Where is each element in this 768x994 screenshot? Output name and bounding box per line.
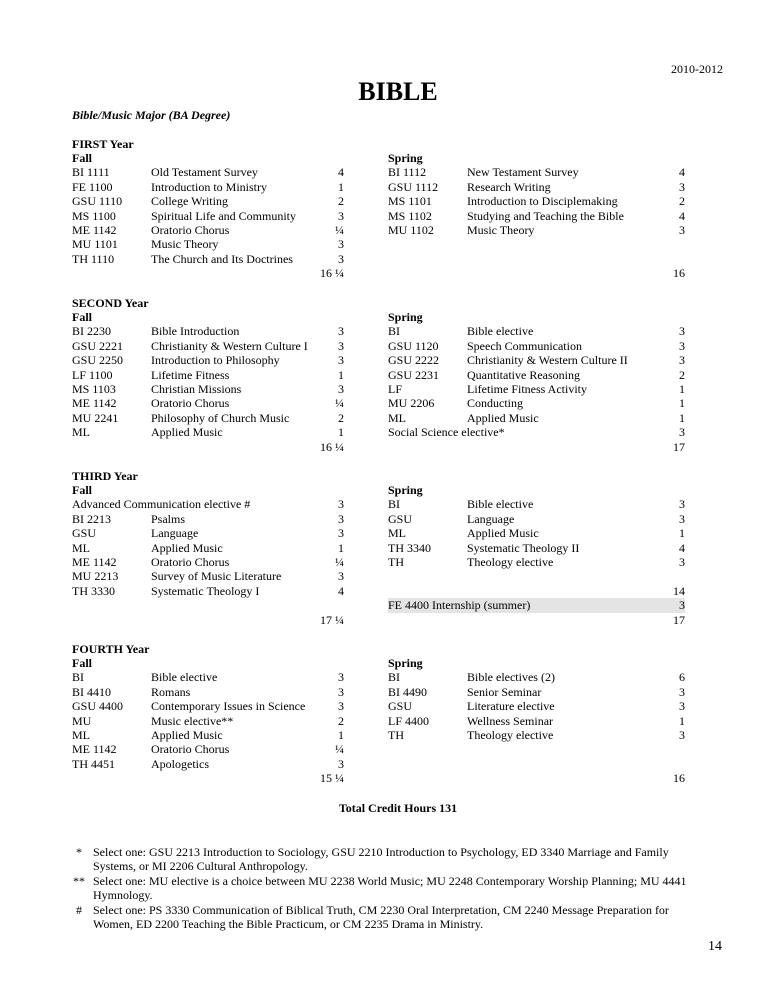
course-row xyxy=(388,541,685,555)
course-code: BI 2230 xyxy=(72,324,111,339)
course-code: BI xyxy=(388,497,400,512)
course-code: BI xyxy=(72,670,84,685)
internship-credits: 3 xyxy=(679,598,685,613)
course-row xyxy=(388,714,685,728)
course-credits: 3 xyxy=(338,526,344,541)
course-row xyxy=(72,382,344,396)
course-code: TH 3340 xyxy=(388,540,431,555)
semester-total: 17 xyxy=(673,612,685,627)
course-name: Language xyxy=(151,526,199,541)
course-name: Introduction to Philosophy xyxy=(151,353,280,368)
course-name: Old Testament Survey xyxy=(151,165,258,180)
footnote xyxy=(70,903,710,932)
course-name: Applied Music xyxy=(467,410,539,425)
internship-row xyxy=(388,598,685,612)
course-credits: 3 xyxy=(679,497,685,512)
course-name: Quantitative Reasoning xyxy=(467,367,580,382)
semester-total-row xyxy=(72,440,344,454)
course-row xyxy=(388,368,685,382)
course-credits: 2 xyxy=(679,194,685,209)
course-row xyxy=(388,165,685,179)
course-credits: 3 xyxy=(679,511,685,526)
course-credits: 1 xyxy=(679,396,685,411)
fall-semester xyxy=(72,483,344,627)
course-name: Social Science elective* xyxy=(388,425,505,440)
semester-total: 16 xyxy=(673,266,685,281)
course-credits: 3 xyxy=(679,353,685,368)
course-name: Conducting xyxy=(467,396,523,411)
semester-label: Spring xyxy=(388,656,423,670)
course-name: Bible elective xyxy=(467,497,534,512)
course-code: MU 1102 xyxy=(388,222,434,237)
course-name: Theology elective xyxy=(467,554,554,569)
course-name: Christianity & Western Culture I xyxy=(151,338,308,353)
course-row xyxy=(72,425,344,439)
course-credits: 3 xyxy=(679,179,685,194)
course-row xyxy=(72,757,344,771)
course-row xyxy=(72,728,344,742)
course-row xyxy=(72,584,344,598)
course-row xyxy=(388,411,685,425)
semester-label: Fall xyxy=(72,310,92,324)
course-name: Introduction to Disciplemaking xyxy=(467,194,618,209)
course-credits: 4 xyxy=(679,540,685,555)
course-credits: 3 xyxy=(338,684,344,699)
semester-total-row xyxy=(72,771,344,785)
course-row xyxy=(72,237,344,251)
course-credits: 3 xyxy=(679,425,685,440)
course-code: MS 1102 xyxy=(388,208,432,223)
course-credits: ¼ xyxy=(335,742,344,757)
course-code: GSU 4400 xyxy=(72,699,124,714)
course-row xyxy=(72,194,344,208)
course-name: Oratorio Chorus xyxy=(151,396,230,411)
spring-semester xyxy=(388,151,685,281)
course-name: Studying and Teaching the Bible xyxy=(467,208,624,223)
course-code: BI 2213 xyxy=(72,511,111,526)
course-row xyxy=(388,353,685,367)
course-credits: 1 xyxy=(338,727,344,742)
course-code: TH 1110 xyxy=(72,251,115,266)
course-row xyxy=(388,209,685,223)
course-credits: 1 xyxy=(679,526,685,541)
course-row xyxy=(72,396,344,410)
spring-semester xyxy=(388,310,685,454)
course-row xyxy=(388,728,685,742)
course-row xyxy=(72,180,344,194)
semester-label: Fall xyxy=(72,656,92,670)
footnote-text: Select one: MU elective is a choice between MU 2238 World Music; MU 2248 Contemporary Worship Planning; MU 4441 Hymnology. xyxy=(93,873,687,903)
page-number: 14 xyxy=(708,939,722,954)
course-row xyxy=(72,526,344,540)
course-name: Advanced Communication elective # xyxy=(72,497,251,512)
course-credits: 4 xyxy=(679,165,685,180)
course-credits: 3 xyxy=(338,251,344,266)
footnotes xyxy=(70,845,710,931)
course-row xyxy=(388,526,685,540)
course-credits: 3 xyxy=(338,381,344,396)
course-row xyxy=(388,382,685,396)
semester-total-row xyxy=(388,613,685,627)
course-row xyxy=(72,497,344,511)
course-row xyxy=(72,411,344,425)
course-credits: 2 xyxy=(679,367,685,382)
footnote-text: Select one: GSU 2213 Introduction to Sociology, GSU 2210 Introduction to Psychology, ED 3340 Marriage and Family Systems, or MI 2206 Cultural Anthropology. xyxy=(93,845,669,874)
year-heading: FIRST Year xyxy=(72,137,134,151)
course-code: GSU 2231 xyxy=(388,367,440,382)
course-code: BI 1111 xyxy=(72,165,110,180)
footnote-text: Select one: PS 3330 Communication of Biblical Truth, CM 2230 Oral Interpretation, CM 2240 Message Preparation for Women, ED 2200 Teaching the Bible Practicum, or CM 2235 Drama in Ministry. xyxy=(93,902,669,932)
course-name: Bible electives (2) xyxy=(467,670,555,685)
course-code: ML xyxy=(388,526,406,541)
semester-subtotal: 14 xyxy=(673,583,685,598)
course-code: LF 1100 xyxy=(72,367,113,382)
course-code: GSU xyxy=(388,511,413,526)
course-name: Systematic Theology I xyxy=(151,583,260,598)
course-credits: 1 xyxy=(338,425,344,440)
course-name: Lifetime Fitness xyxy=(151,367,230,382)
course-row xyxy=(388,324,685,338)
course-name: Apologetics xyxy=(151,756,209,771)
course-credits: 3 xyxy=(679,684,685,699)
course-row xyxy=(388,555,685,569)
course-credits: 3 xyxy=(338,670,344,685)
semester-total-row xyxy=(388,771,685,785)
course-name: Research Writing xyxy=(467,179,551,194)
course-credits: 3 xyxy=(338,756,344,771)
course-code: BI xyxy=(388,670,400,685)
semester-total: 15 ¼ xyxy=(320,771,344,786)
course-name: Music Theory xyxy=(467,222,535,237)
course-row xyxy=(72,353,344,367)
course-name: Literature elective xyxy=(467,699,555,714)
semester-total: 16 xyxy=(673,771,685,786)
course-credits: 1 xyxy=(679,381,685,396)
course-code: ML xyxy=(72,425,90,440)
course-row xyxy=(388,339,685,353)
course-name: Survey of Music Literature xyxy=(151,569,282,584)
course-credits: 1 xyxy=(679,410,685,425)
course-name: Speech Communication xyxy=(467,338,582,353)
course-name: Oratorio Chorus xyxy=(151,222,230,237)
course-credits: 3 xyxy=(679,727,685,742)
course-credits: 3 xyxy=(338,569,344,584)
course-code: LF xyxy=(388,381,403,396)
course-credits: ¼ xyxy=(335,396,344,411)
course-credits: 3 xyxy=(679,699,685,714)
course-code: GSU xyxy=(72,526,97,541)
course-row xyxy=(72,569,344,583)
course-code: TH xyxy=(388,727,404,742)
footnote-mark: ** xyxy=(73,873,85,888)
semester-label: Fall xyxy=(72,483,92,497)
course-code: BI 4490 xyxy=(388,684,427,699)
fall-semester xyxy=(72,151,344,281)
course-credits: 3 xyxy=(679,222,685,237)
semester-label: Spring xyxy=(388,151,423,165)
course-credits: 6 xyxy=(679,670,685,685)
course-name: Applied Music xyxy=(151,540,223,555)
course-row xyxy=(388,223,685,237)
course-name: Language xyxy=(467,511,515,526)
course-credits: 3 xyxy=(338,511,344,526)
course-row xyxy=(72,555,344,569)
course-name: Oratorio Chorus xyxy=(151,742,230,757)
course-name: Lifetime Fitness Activity xyxy=(467,381,587,396)
course-credits: 1 xyxy=(338,179,344,194)
page-title: BIBLE xyxy=(358,77,438,106)
fall-semester xyxy=(72,656,344,786)
course-row xyxy=(388,497,685,511)
course-row xyxy=(72,541,344,555)
course-row xyxy=(388,699,685,713)
course-name: Music elective** xyxy=(151,713,234,728)
course-code: BI 4410 xyxy=(72,684,111,699)
course-code: GSU 2222 xyxy=(388,353,440,368)
course-credits: 3 xyxy=(679,324,685,339)
course-code: ME 1142 xyxy=(72,396,117,411)
course-credits: 3 xyxy=(338,353,344,368)
course-row xyxy=(72,670,344,684)
academic-years: 2010-2012 xyxy=(671,62,723,76)
course-code: GSU 1112 xyxy=(388,179,439,194)
course-name: Introduction to Ministry xyxy=(151,179,267,194)
course-name: Christian Missions xyxy=(151,381,242,396)
course-name: New Testament Survey xyxy=(467,165,579,180)
course-name: Bible elective xyxy=(467,324,534,339)
course-name: Applied Music xyxy=(467,526,539,541)
semester-total: 16 ¼ xyxy=(320,266,344,281)
course-name: Applied Music xyxy=(151,425,223,440)
course-row xyxy=(72,324,344,338)
course-row xyxy=(388,670,685,684)
course-code: ME 1142 xyxy=(72,742,117,757)
year-heading: SECOND Year xyxy=(72,296,149,310)
course-row xyxy=(388,685,685,699)
course-code: MU 1101 xyxy=(72,237,118,252)
year-heading: FOURTH Year xyxy=(72,642,150,656)
spring-semester xyxy=(388,656,685,786)
course-name: Christianity & Western Culture II xyxy=(467,353,628,368)
course-code: MS 1101 xyxy=(388,194,432,209)
course-name: College Writing xyxy=(151,194,228,209)
course-name: Wellness Seminar xyxy=(467,713,554,728)
course-credits: 1 xyxy=(679,713,685,728)
course-row xyxy=(388,425,685,439)
course-code: ML xyxy=(72,540,90,555)
semester-total-row xyxy=(72,266,344,280)
course-code: GSU 2250 xyxy=(72,353,124,368)
course-credits: 3 xyxy=(338,497,344,512)
semester-total: 17 xyxy=(673,439,685,454)
course-code: GSU 2221 xyxy=(72,338,124,353)
course-code: MU xyxy=(72,713,92,728)
course-code: TH 3330 xyxy=(72,583,115,598)
course-row xyxy=(388,194,685,208)
course-code: MU 2241 xyxy=(72,410,119,425)
course-credits: 3 xyxy=(338,338,344,353)
course-credits: 3 xyxy=(338,208,344,223)
course-row xyxy=(72,742,344,756)
semester-total-row xyxy=(388,266,685,280)
course-row xyxy=(72,512,344,526)
course-row xyxy=(388,512,685,526)
course-credits: 2 xyxy=(338,713,344,728)
course-credits: 1 xyxy=(338,367,344,382)
course-credits: 2 xyxy=(338,410,344,425)
course-name: Romans xyxy=(151,684,191,699)
semester-subtotal-row xyxy=(388,584,685,598)
semester-total-row xyxy=(72,613,344,627)
year-heading: THIRD Year xyxy=(72,469,138,483)
course-name: Contemporary Issues in Science xyxy=(151,699,306,714)
course-credits: 3 xyxy=(338,324,344,339)
course-row xyxy=(72,223,344,237)
program-subtitle: Bible/Music Major (BA Degree) xyxy=(72,108,231,122)
spring-semester xyxy=(388,483,685,627)
course-credits: 3 xyxy=(338,237,344,252)
course-row xyxy=(388,396,685,410)
footnote-mark: # xyxy=(76,902,82,917)
fall-semester xyxy=(72,310,344,454)
course-row xyxy=(72,339,344,353)
course-credits: 3 xyxy=(679,554,685,569)
course-name: Music Theory xyxy=(151,237,219,252)
course-name: Psalms xyxy=(151,511,186,526)
course-code: LF 4400 xyxy=(388,713,430,728)
course-row xyxy=(388,180,685,194)
course-credits: 3 xyxy=(679,338,685,353)
footnote xyxy=(70,845,710,874)
course-code: FE 1100 xyxy=(72,179,113,194)
semester-total: 17 ¼ xyxy=(320,612,344,627)
course-row xyxy=(72,252,344,266)
course-name: Systematic Theology II xyxy=(467,540,580,555)
course-row xyxy=(72,699,344,713)
semester-total: 16 ¼ xyxy=(320,439,344,454)
course-code: TH 4451 xyxy=(72,756,115,771)
course-credits: 4 xyxy=(338,165,344,180)
course-credits: 4 xyxy=(338,583,344,598)
course-name: Theology elective xyxy=(467,727,554,742)
course-name: Philosophy of Church Music xyxy=(151,410,290,425)
course-credits: 3 xyxy=(338,699,344,714)
course-credits: ¼ xyxy=(335,554,344,569)
course-code: GSU 1120 xyxy=(388,338,439,353)
course-row xyxy=(72,165,344,179)
course-code: ME 1142 xyxy=(72,554,117,569)
course-name: Spiritual Life and Community xyxy=(151,208,296,223)
course-name: Bible elective xyxy=(151,670,218,685)
course-credits: 1 xyxy=(338,540,344,555)
course-code: MU 2206 xyxy=(388,396,435,411)
course-code: GSU xyxy=(388,699,413,714)
course-code: MU 2213 xyxy=(72,569,119,584)
footnote xyxy=(70,874,710,903)
course-credits: ¼ xyxy=(335,222,344,237)
course-code: ME 1142 xyxy=(72,222,117,237)
course-code: BI 1112 xyxy=(388,165,427,180)
course-code: GSU 1110 xyxy=(72,194,123,209)
course-credits: 4 xyxy=(679,208,685,223)
internship-name: FE 4400 Internship (summer) xyxy=(388,598,531,613)
semester-label: Fall xyxy=(72,151,92,165)
course-row xyxy=(72,685,344,699)
semester-label: Spring xyxy=(388,310,423,324)
course-row xyxy=(72,368,344,382)
course-name: The Church and Its Doctrines xyxy=(151,251,293,266)
course-name: Bible Introduction xyxy=(151,324,240,339)
course-code: BI xyxy=(388,324,400,339)
course-row xyxy=(72,209,344,223)
course-credits: 2 xyxy=(338,194,344,209)
course-name: Oratorio Chorus xyxy=(151,554,230,569)
course-code: MS 1100 xyxy=(72,208,116,223)
course-code: TH xyxy=(388,554,404,569)
course-code: MS 1103 xyxy=(72,381,116,396)
course-code: ML xyxy=(72,727,90,742)
course-row xyxy=(72,714,344,728)
semester-label: Spring xyxy=(388,483,423,497)
course-name: Senior Seminar xyxy=(467,684,542,699)
course-code: ML xyxy=(388,410,406,425)
total-credit-hours: Total Credit Hours 131 xyxy=(338,801,458,815)
semester-total-row xyxy=(388,440,685,454)
course-name: Applied Music xyxy=(151,727,223,742)
footnote-mark: * xyxy=(76,845,82,859)
